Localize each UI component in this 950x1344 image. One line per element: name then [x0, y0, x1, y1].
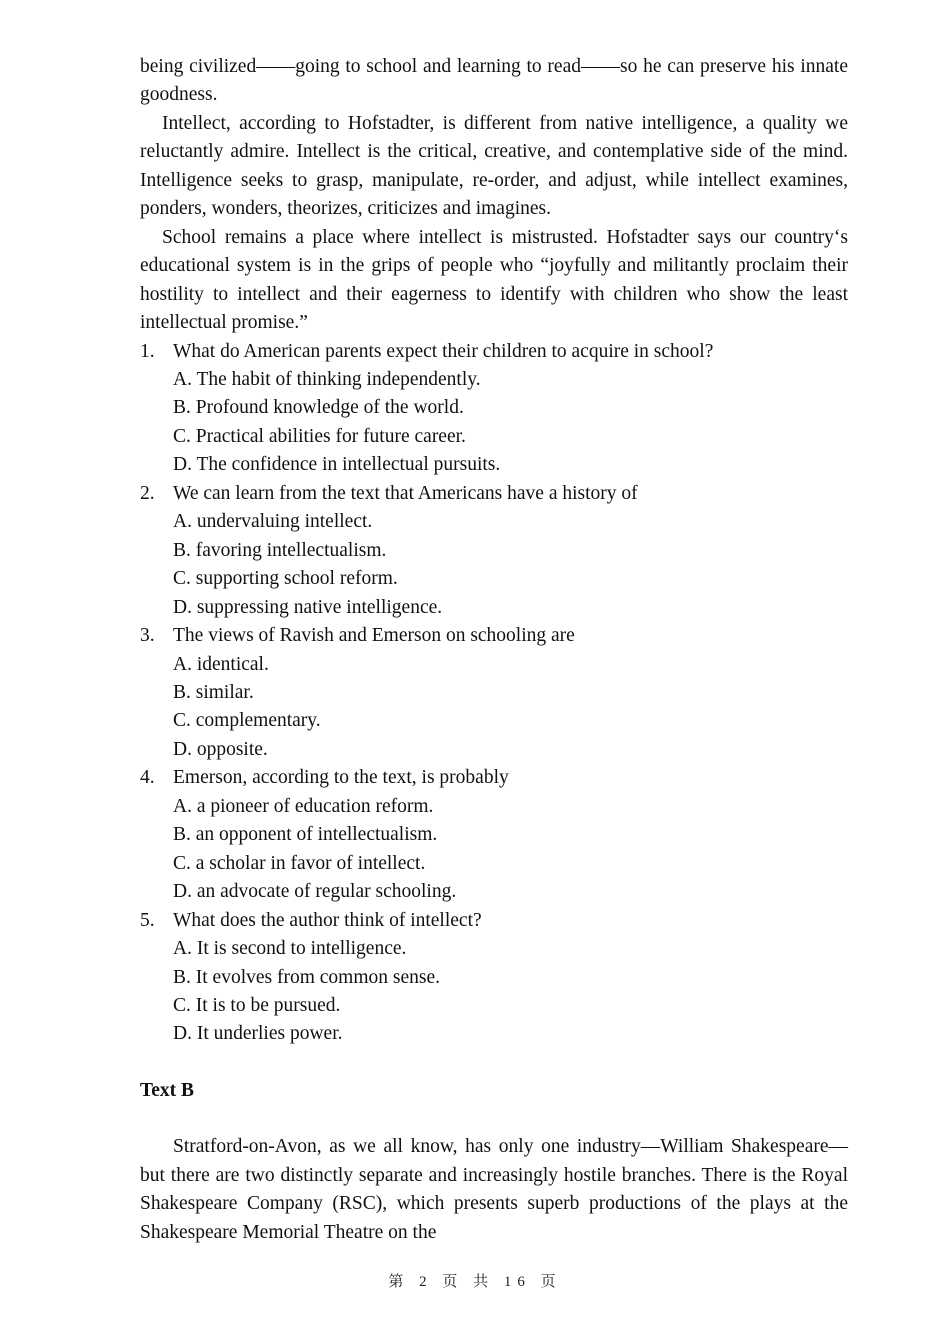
question-4	[140, 764, 848, 906]
option-d: D. suppressing native intelligence.	[173, 596, 443, 618]
option-c: C. complementary.	[173, 710, 321, 732]
section-heading: Text B	[140, 1079, 194, 1101]
passage-paragraph: being civilized——going to school and learning to read——so he can preserve his innate goodness.	[140, 56, 848, 106]
option-a: A. undervaluing intellect.	[173, 511, 373, 533]
question-number: 4.	[140, 767, 155, 789]
question-text: We can learn from the text that Americans have a history of	[173, 482, 638, 504]
question-number: 2.	[140, 482, 155, 504]
option-d: D. an advocate of regular schooling.	[173, 881, 457, 903]
question-1	[140, 338, 848, 480]
option-c: C. It is to be pursued.	[173, 994, 341, 1016]
question-5	[140, 907, 848, 1049]
option-b: B. favoring intellectualism.	[173, 539, 387, 561]
question-text: What do American parents expect their children to acquire in school?	[173, 340, 714, 362]
option-d: D. The confidence in intellectual pursuits.	[173, 454, 501, 476]
option-a: A. The habit of thinking independently.	[173, 368, 481, 390]
question-number: 1.	[140, 340, 155, 362]
option-b: B. similar.	[173, 681, 254, 703]
document-page	[140, 53, 848, 1247]
question-number: 5.	[140, 909, 155, 931]
option-b: B. Profound knowledge of the world.	[173, 397, 464, 419]
option-c: C. Practical abilities for future career.	[173, 425, 466, 447]
question-text: What does the author think of intellect?	[173, 909, 482, 931]
question-3	[140, 622, 848, 764]
passage-paragraph: Intellect, according to Hofstadter, is different from native intelligence, a quality we reluctantly admire. Intellect is the critical, creative, and contemplative side of the mind. Intelligence seeks to grasp, manipulate, re-order, and adjust, while intellect examines, ponders, wonders, theorizes, criticizes and imagines.	[140, 112, 848, 220]
question-number: 3.	[140, 625, 155, 647]
option-a: A. It is second to intelligence.	[173, 938, 407, 960]
option-d: D. It underlies power.	[173, 1023, 343, 1045]
option-d: D. opposite.	[173, 738, 268, 760]
option-a: A. a pioneer of education reform.	[173, 795, 434, 817]
text-b-paragraph: Stratford-on-Avon, as we all know, has only one industry—William Shakespeare—but there are two distinctly separate and increasingly hostile branches. There is the Royal Shakespeare Company (RSC), which presents superb productions of the plays at the Shakespeare Memorial Theatre on the	[140, 1136, 848, 1243]
question-text: Emerson, according to the text, is probably	[173, 767, 509, 789]
passage-paragraph: School remains a place where intellect is mistrusted. Hofstadter says our country‘s educational system is in the grips of people who “joyfully and militantly proclaim their hostility to intellect and their eagerness to identify with children who show the least intellectual promise.”	[140, 226, 848, 334]
question-2	[140, 480, 848, 622]
option-b: B. It evolves from common sense.	[173, 966, 440, 988]
question-text: The views of Ravish and Emerson on schooling are	[173, 625, 575, 647]
option-a: A. identical.	[173, 653, 269, 675]
page-footer: 第 2 页 共 16 页	[388, 1274, 562, 1290]
option-b: B. an opponent of intellectualism.	[173, 824, 438, 846]
option-c: C. a scholar in favor of intellect.	[173, 852, 426, 874]
option-c: C. supporting school reform.	[173, 568, 398, 590]
